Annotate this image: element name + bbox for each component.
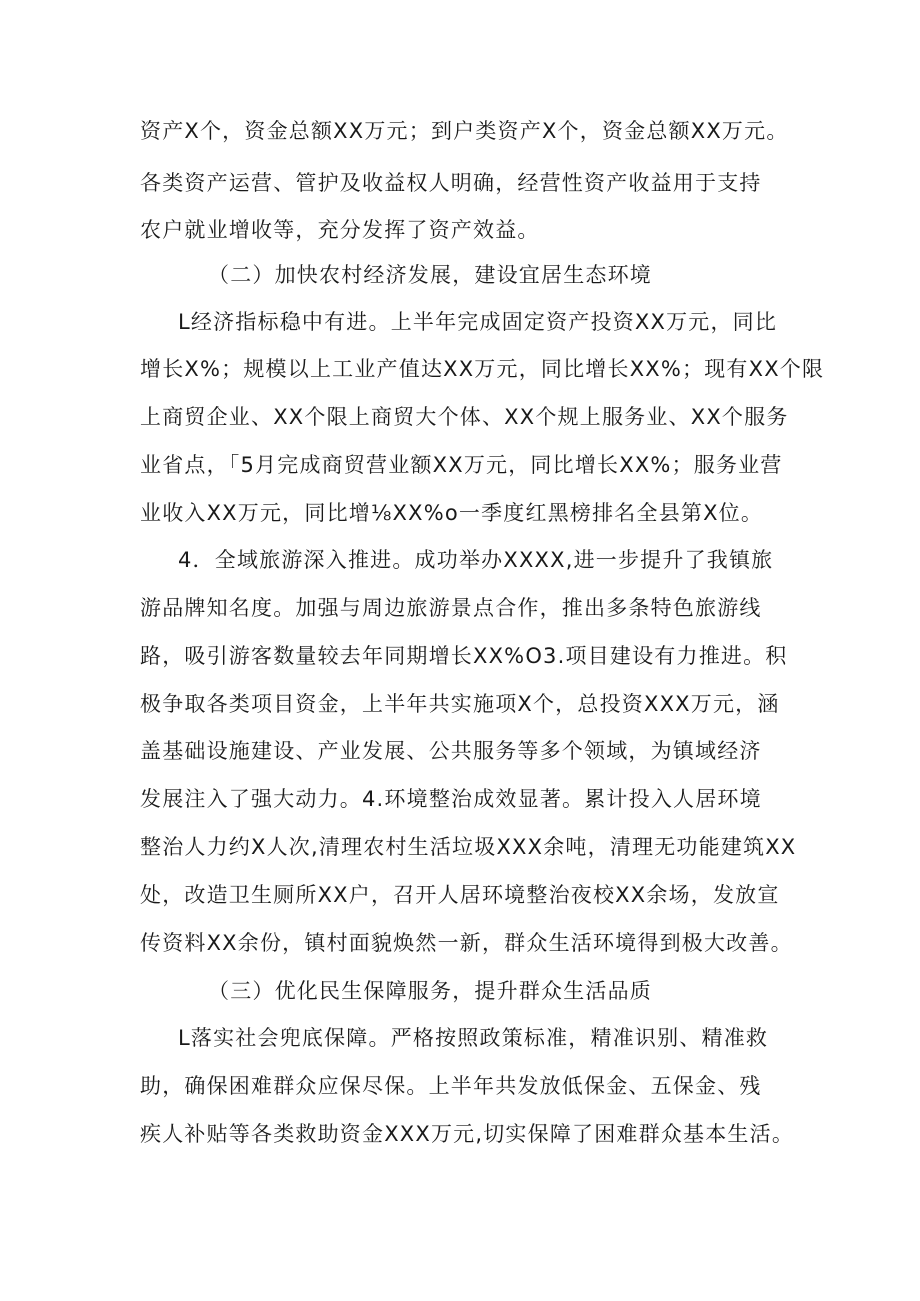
paragraph-line: 游品牌知名度。加强与周边旅游景点合作，推出多条特色旅游线 bbox=[140, 596, 762, 620]
paragraph-line: 疾人补贴等各类救助资金XXX万元,切实保障了困难群众基本生活。 bbox=[140, 1122, 795, 1146]
paragraph-line: 整治人力约X人次,清理农村生活垃圾XXX余吨，清理无功能建筑XX bbox=[140, 835, 797, 859]
paragraph-line: 路，吸引游客数量较去年同期增长XX%O3.项目建设有力推进。积 bbox=[140, 644, 788, 668]
paragraph-line: 助，确保困难群众应保尽保。上半年共发放低保金、五保金、残 bbox=[140, 1074, 762, 1098]
paragraph-line: 业收入XX万元，同比增⅛XX%o一季度红黑榜排名全县第X位。 bbox=[140, 501, 764, 525]
paragraph-line: 发展注入了强大动力。4.环境整治成效显著。累计投入人居环境 bbox=[140, 787, 762, 811]
section-heading: （二）加快农村经济发展，建设宜居生态环境 bbox=[208, 263, 652, 287]
paragraph-line: 上商贸企业、XX个限上商贸大个体、XX个规上服务业、XX个服务 bbox=[140, 405, 789, 429]
paragraph-line: 4．全域旅游深入推进。成功举办XXXX,进一步提升了我镇旅 bbox=[178, 548, 774, 572]
paragraph-line: 增长X%；规模以上工业产值达XX万元，同比增长XX%；现有XX个限 bbox=[140, 357, 825, 381]
paragraph-line: 各类资产运营、管护及收益权人明确，经营性资产收益用于支持 bbox=[140, 171, 762, 195]
paragraph-line: 极争取各类项目资金，上半年共实施项X个，总投资XXX万元，涵 bbox=[140, 692, 780, 716]
paragraph-line: 资产X个，资金总额XX万元；到户类资产X个，资金总额XX万元。 bbox=[140, 119, 789, 143]
paragraph-line: 农户就业增收等，充分发挥了资产效益。 bbox=[140, 218, 540, 242]
paragraph-line: 传资料XX余份，镇村面貌焕然一新，群众生活环境得到极大改善。 bbox=[140, 931, 793, 955]
paragraph-line: 处，改造卫生厕所XX户，召开人居环境整治夜校XX余场，发放宣 bbox=[140, 883, 780, 907]
paragraph-line: 业省点，「5月完成商贸营业额XX万元，同比增长XX%；服务业营 bbox=[140, 453, 783, 477]
paragraph-line: L经济指标稳中有进。上半年完成固定资产投资XX万元，同比 bbox=[178, 310, 778, 334]
paragraph-line: L落实社会兜底保障。严格按照政策标准，精准识别、精准救 bbox=[178, 1026, 769, 1050]
paragraph-line: 盖基础设施建设、产业发展、公共服务等多个领域，为镇域经济 bbox=[140, 739, 762, 763]
section-heading: （三）优化民生保障服务，提升群众生活品质 bbox=[208, 979, 652, 1003]
